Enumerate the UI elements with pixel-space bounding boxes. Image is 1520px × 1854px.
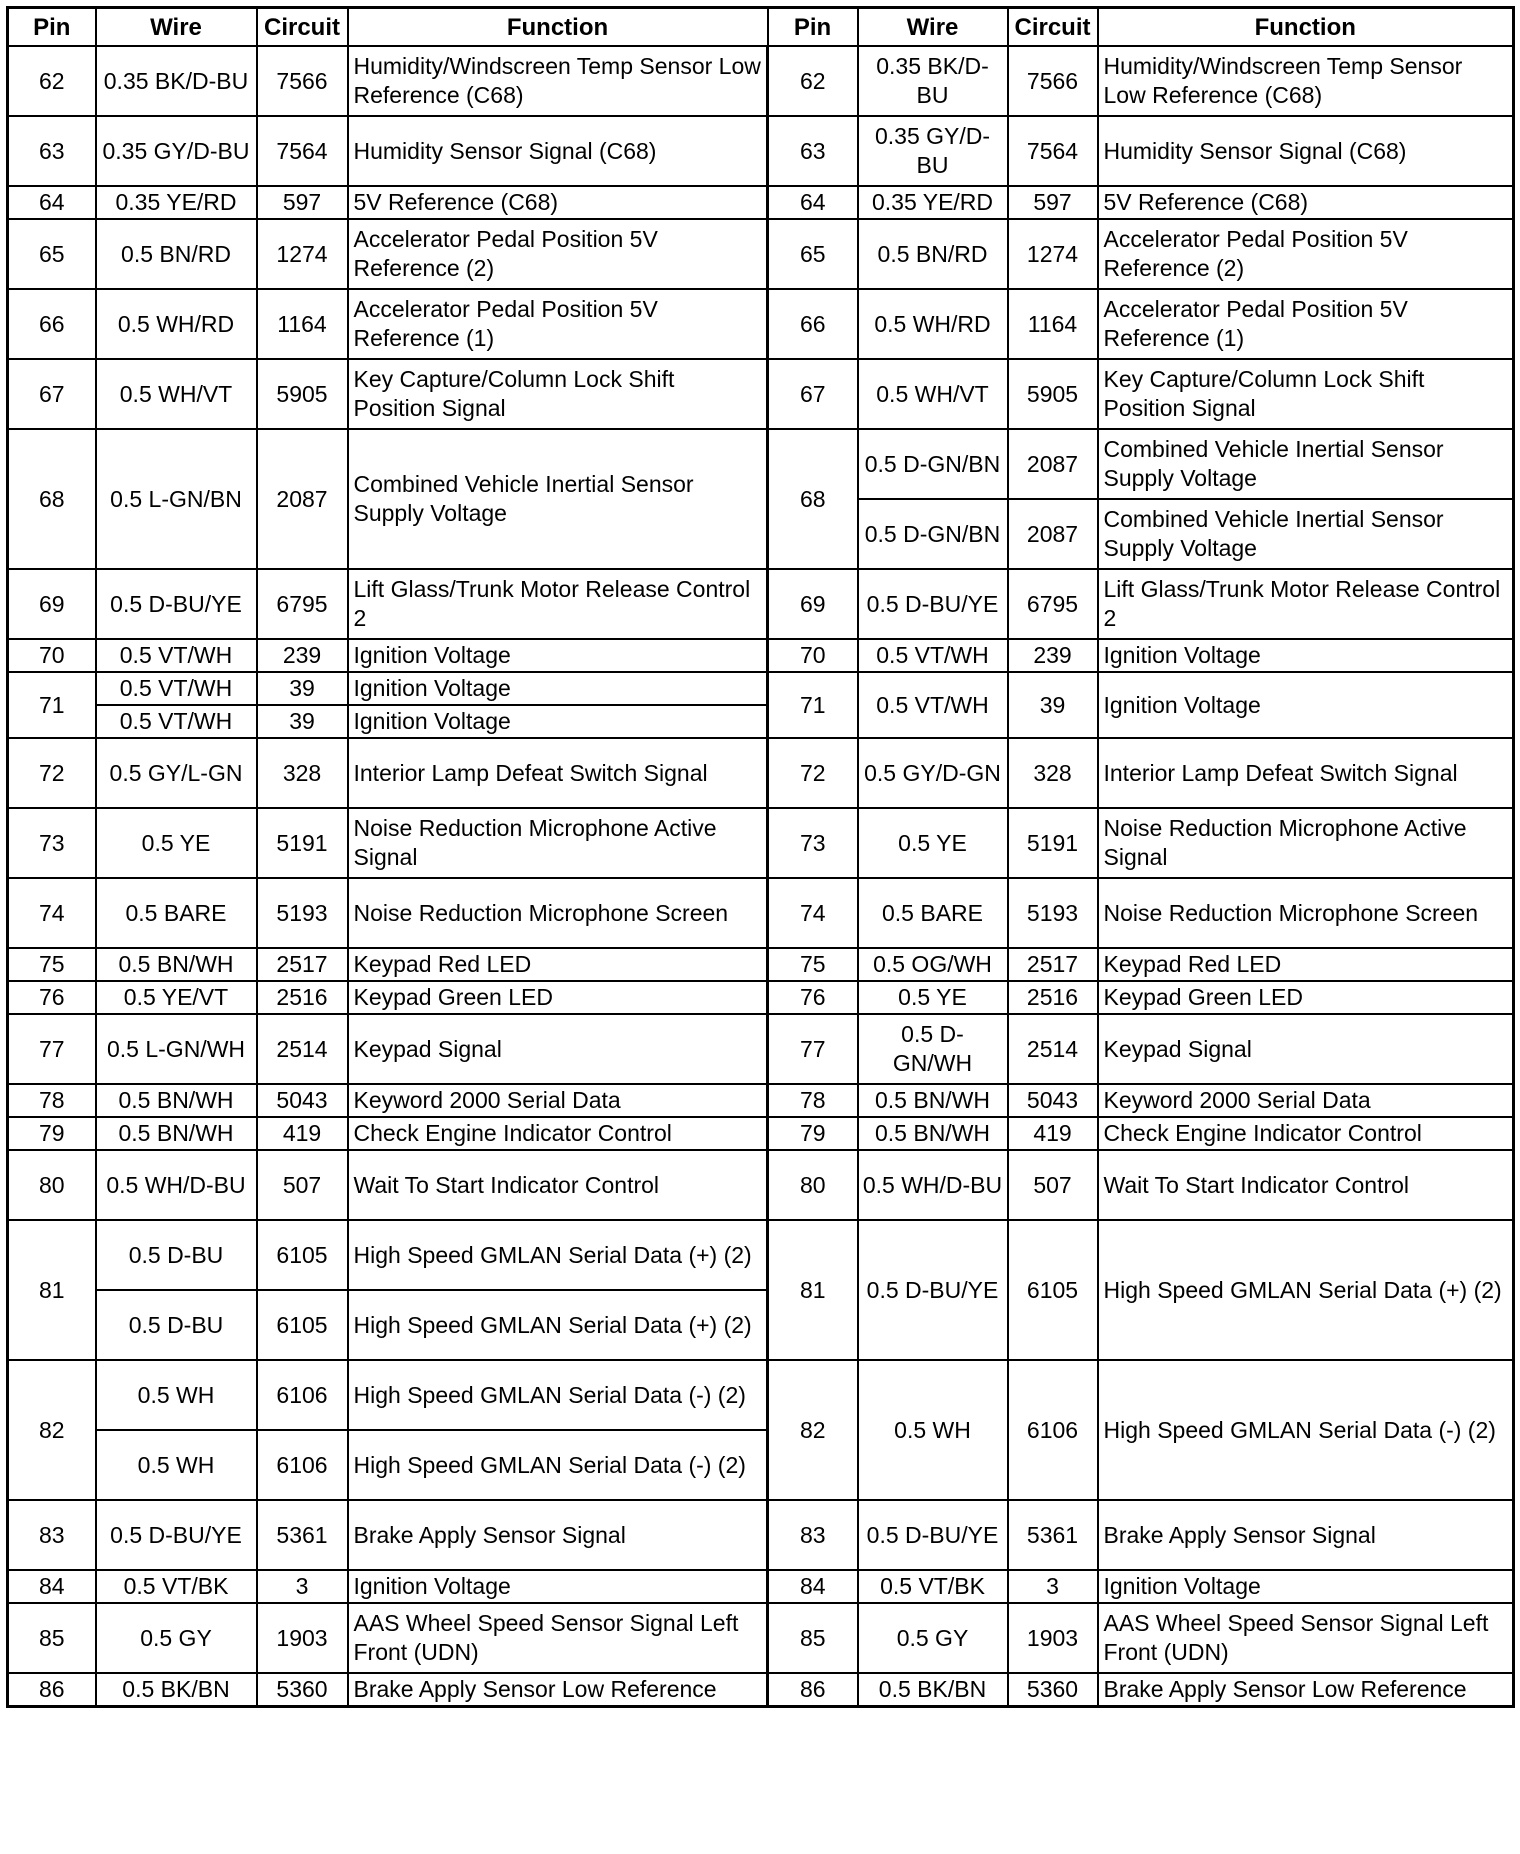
pin-right: 75 — [768, 948, 858, 981]
pin-right: 63 — [768, 116, 858, 186]
pin-left: 67 — [8, 359, 96, 429]
table-row-pin-85 — [8, 1603, 1514, 1673]
function-right: Humidity Sensor Signal (C68) — [1098, 116, 1514, 186]
table-row-pin-63 — [8, 116, 1514, 186]
wire-right: 0.5 D-GN/BN — [858, 499, 1008, 569]
wire-left: 0.5 L-GN/WH — [96, 1014, 257, 1084]
header-circuit-right: Circuit — [1008, 8, 1098, 47]
wire-right: 0.5 BN/WH — [858, 1117, 1008, 1150]
pin-right: 81 — [768, 1220, 858, 1360]
function-right: High Speed GMLAN Serial Data (+) (2) — [1098, 1220, 1514, 1360]
circuit-right: 1164 — [1008, 289, 1098, 359]
function-left: Keyword 2000 Serial Data — [348, 1084, 768, 1117]
function-right: Noise Reduction Microphone Screen — [1098, 878, 1514, 948]
circuit-right: 5191 — [1008, 808, 1098, 878]
table-row-pin-83 — [8, 1500, 1514, 1570]
circuit-right: 507 — [1008, 1150, 1098, 1220]
function-right: 5V Reference (C68) — [1098, 186, 1514, 219]
function-left: Humidity/Windscreen Temp Sensor Low Reference (C68) — [348, 46, 768, 116]
table-row-pin-84 — [8, 1570, 1514, 1603]
function-right: Keypad Red LED — [1098, 948, 1514, 981]
table-row-pin-68 — [8, 429, 1514, 499]
wire-left: 0.5 BN/WH — [96, 948, 257, 981]
table-row-pin-81 — [8, 1220, 1514, 1290]
wire-left: 0.5 D-BU/YE — [96, 1500, 257, 1570]
circuit-left: 2517 — [257, 948, 348, 981]
function-left: Combined Vehicle Inertial Sensor Supply Voltage — [348, 429, 768, 569]
circuit-left: 6105 — [257, 1290, 348, 1360]
table-row-pin-62 — [8, 46, 1514, 116]
circuit-left: 2514 — [257, 1014, 348, 1084]
circuit-left: 328 — [257, 738, 348, 808]
wire-left: 0.5 BK/BN — [96, 1673, 257, 1707]
circuit-left: 3 — [257, 1570, 348, 1603]
wire-left: 0.5 BN/WH — [96, 1117, 257, 1150]
function-left: 5V Reference (C68) — [348, 186, 768, 219]
circuit-right: 6795 — [1008, 569, 1098, 639]
circuit-right: 1274 — [1008, 219, 1098, 289]
wire-right: 0.5 BN/RD — [858, 219, 1008, 289]
wire-right: 0.5 D-GN/BN — [858, 429, 1008, 499]
table-row-pin-72 — [8, 738, 1514, 808]
function-left: High Speed GMLAN Serial Data (+) (2) — [348, 1290, 768, 1360]
wire-right: 0.5 YE — [858, 808, 1008, 878]
function-left: Ignition Voltage — [348, 1570, 768, 1603]
circuit-left: 419 — [257, 1117, 348, 1150]
wire-right: 0.5 BARE — [858, 878, 1008, 948]
wire-left: 0.5 YE/VT — [96, 981, 257, 1014]
pin-right: 69 — [768, 569, 858, 639]
wire-right: 0.5 OG/WH — [858, 948, 1008, 981]
circuit-right: 5905 — [1008, 359, 1098, 429]
wire-right: 0.35 YE/RD — [858, 186, 1008, 219]
circuit-left: 1903 — [257, 1603, 348, 1673]
circuit-right: 2516 — [1008, 981, 1098, 1014]
circuit-left: 7566 — [257, 46, 348, 116]
pin-right: 62 — [768, 46, 858, 116]
wire-left: 0.5 WH/VT — [96, 359, 257, 429]
function-left: Humidity Sensor Signal (C68) — [348, 116, 768, 186]
table-row-pin-70 — [8, 639, 1514, 672]
function-right: Accelerator Pedal Position 5V Reference (2) — [1098, 219, 1514, 289]
table-row-pin-80 — [8, 1150, 1514, 1220]
header-function-left: Function — [348, 8, 768, 47]
header-wire-left: Wire — [96, 8, 257, 47]
table-row-pin-86 — [8, 1673, 1514, 1707]
function-right: Brake Apply Sensor Signal — [1098, 1500, 1514, 1570]
pin-right: 73 — [768, 808, 858, 878]
header-function-right: Function — [1098, 8, 1514, 47]
wire-left: 0.35 GY/D-BU — [96, 116, 257, 186]
pin-right: 85 — [768, 1603, 858, 1673]
function-left: Brake Apply Sensor Signal — [348, 1500, 768, 1570]
pin-left: 72 — [8, 738, 96, 808]
function-left: AAS Wheel Speed Sensor Signal Left Front (UDN) — [348, 1603, 768, 1673]
wire-left: 0.5 BN/WH — [96, 1084, 257, 1117]
header-wire-right: Wire — [858, 8, 1008, 47]
pin-right: 67 — [768, 359, 858, 429]
wire-right: 0.5 WH — [858, 1360, 1008, 1500]
circuit-right: 6105 — [1008, 1220, 1098, 1360]
pin-right: 86 — [768, 1673, 858, 1707]
pin-left: 73 — [8, 808, 96, 878]
function-right: Humidity/Windscreen Temp Sensor Low Reference (C68) — [1098, 46, 1514, 116]
pin-left: 77 — [8, 1014, 96, 1084]
pin-right: 84 — [768, 1570, 858, 1603]
function-left: Brake Apply Sensor Low Reference — [348, 1673, 768, 1707]
circuit-right: 2517 — [1008, 948, 1098, 981]
table-row-pin-64 — [8, 186, 1514, 219]
pin-left: 79 — [8, 1117, 96, 1150]
circuit-left: 2087 — [257, 429, 348, 569]
function-right: Ignition Voltage — [1098, 639, 1514, 672]
circuit-left: 5361 — [257, 1500, 348, 1570]
wire-left: 0.35 BK/D-BU — [96, 46, 257, 116]
circuit-left: 6106 — [257, 1360, 348, 1430]
function-left: Noise Reduction Microphone Active Signal — [348, 808, 768, 878]
wire-right: 0.5 BK/BN — [858, 1673, 1008, 1707]
table-row-pin-66 — [8, 289, 1514, 359]
circuit-left: 2516 — [257, 981, 348, 1014]
header-pin-left: Pin — [8, 8, 96, 47]
wire-left: 0.5 VT/WH — [96, 672, 257, 705]
circuit-right: 239 — [1008, 639, 1098, 672]
function-right: Keyword 2000 Serial Data — [1098, 1084, 1514, 1117]
function-right: Check Engine Indicator Control — [1098, 1117, 1514, 1150]
pin-left: 68 — [8, 429, 96, 569]
wire-left: 0.5 D-BU — [96, 1290, 257, 1360]
connector-pinout-table — [6, 6, 1515, 1708]
wire-right: 0.5 WH/D-BU — [858, 1150, 1008, 1220]
circuit-left: 239 — [257, 639, 348, 672]
pin-left: 64 — [8, 186, 96, 219]
pin-right: 77 — [768, 1014, 858, 1084]
function-right: Ignition Voltage — [1098, 1570, 1514, 1603]
pin-left: 80 — [8, 1150, 96, 1220]
pin-right: 83 — [768, 1500, 858, 1570]
circuit-left: 6795 — [257, 569, 348, 639]
circuit-right: 5193 — [1008, 878, 1098, 948]
wire-left: 0.35 YE/RD — [96, 186, 257, 219]
function-left: High Speed GMLAN Serial Data (+) (2) — [348, 1220, 768, 1290]
wire-right: 0.5 D-BU/YE — [858, 1220, 1008, 1360]
circuit-left: 39 — [257, 672, 348, 705]
function-left: Keypad Signal — [348, 1014, 768, 1084]
wire-left: 0.5 GY — [96, 1603, 257, 1673]
circuit-right: 6106 — [1008, 1360, 1098, 1500]
pin-right: 80 — [768, 1150, 858, 1220]
pin-left: 65 — [8, 219, 96, 289]
circuit-right: 39 — [1008, 672, 1098, 738]
pin-right: 64 — [768, 186, 858, 219]
pin-left: 66 — [8, 289, 96, 359]
wire-left: 0.5 WH/RD — [96, 289, 257, 359]
wire-right: 0.5 D-BU/YE — [858, 569, 1008, 639]
function-left: Key Capture/Column Lock Shift Position Signal — [348, 359, 768, 429]
circuit-right: 2514 — [1008, 1014, 1098, 1084]
wire-left: 0.5 D-BU/YE — [96, 569, 257, 639]
function-left: Accelerator Pedal Position 5V Reference (2) — [348, 219, 768, 289]
wire-right: 0.5 GY/D-GN — [858, 738, 1008, 808]
circuit-right: 5361 — [1008, 1500, 1098, 1570]
function-right: Accelerator Pedal Position 5V Reference (1) — [1098, 289, 1514, 359]
table-row-pin-69 — [8, 569, 1514, 639]
function-right: Wait To Start Indicator Control — [1098, 1150, 1514, 1220]
wire-right: 0.35 GY/D-BU — [858, 116, 1008, 186]
pin-right: 78 — [768, 1084, 858, 1117]
wire-left: 0.5 L-GN/BN — [96, 429, 257, 569]
wire-right: 0.5 VT/BK — [858, 1570, 1008, 1603]
function-right: High Speed GMLAN Serial Data (-) (2) — [1098, 1360, 1514, 1500]
pin-right: 65 — [768, 219, 858, 289]
header-row — [8, 8, 1514, 47]
function-right: Lift Glass/Trunk Motor Release Control 2 — [1098, 569, 1514, 639]
function-right: Noise Reduction Microphone Active Signal — [1098, 808, 1514, 878]
circuit-left: 5193 — [257, 878, 348, 948]
circuit-left: 1164 — [257, 289, 348, 359]
wire-left: 0.5 BARE — [96, 878, 257, 948]
circuit-left: 39 — [257, 705, 348, 738]
function-right: Key Capture/Column Lock Shift Position Signal — [1098, 359, 1514, 429]
wire-right: 0.5 WH/VT — [858, 359, 1008, 429]
function-right: Keypad Green LED — [1098, 981, 1514, 1014]
pin-left: 75 — [8, 948, 96, 981]
pin-left: 85 — [8, 1603, 96, 1673]
pin-left: 62 — [8, 46, 96, 116]
connector-pinout-table-container — [6, 6, 1512, 1708]
wire-right: 0.5 D-BU/YE — [858, 1500, 1008, 1570]
circuit-left: 5905 — [257, 359, 348, 429]
circuit-right: 7564 — [1008, 116, 1098, 186]
table-row-pin-67 — [8, 359, 1514, 429]
wire-left: 0.5 VT/BK — [96, 1570, 257, 1603]
wire-right: 0.5 D-GN/WH — [858, 1014, 1008, 1084]
wire-right: 0.5 VT/WH — [858, 672, 1008, 738]
function-right: Combined Vehicle Inertial Sensor Supply Voltage — [1098, 429, 1514, 499]
function-right: Ignition Voltage — [1098, 672, 1514, 738]
wire-left: 0.5 WH — [96, 1360, 257, 1430]
wire-right: 0.5 WH/RD — [858, 289, 1008, 359]
circuit-left: 5043 — [257, 1084, 348, 1117]
header-circuit-left: Circuit — [257, 8, 348, 47]
pin-right: 66 — [768, 289, 858, 359]
circuit-left: 6106 — [257, 1430, 348, 1500]
circuit-right: 597 — [1008, 186, 1098, 219]
circuit-right: 5360 — [1008, 1673, 1098, 1707]
wire-left: 0.5 WH/D-BU — [96, 1150, 257, 1220]
function-left: Keypad Green LED — [348, 981, 768, 1014]
function-left: Interior Lamp Defeat Switch Signal — [348, 738, 768, 808]
wire-right: 0.5 VT/WH — [858, 639, 1008, 672]
wire-right: 0.5 YE — [858, 981, 1008, 1014]
wire-left: 0.5 D-BU — [96, 1220, 257, 1290]
pin-right: 68 — [768, 429, 858, 569]
wire-left: 0.5 VT/WH — [96, 705, 257, 738]
function-right: AAS Wheel Speed Sensor Signal Left Front (UDN) — [1098, 1603, 1514, 1673]
pin-left: 83 — [8, 1500, 96, 1570]
wire-right: 0.5 BN/WH — [858, 1084, 1008, 1117]
circuit-left: 1274 — [257, 219, 348, 289]
pin-left: 63 — [8, 116, 96, 186]
circuit-right: 7566 — [1008, 46, 1098, 116]
function-right: Combined Vehicle Inertial Sensor Supply Voltage — [1098, 499, 1514, 569]
pin-left: 70 — [8, 639, 96, 672]
pin-left: 69 — [8, 569, 96, 639]
function-right: Keypad Signal — [1098, 1014, 1514, 1084]
function-left: Keypad Red LED — [348, 948, 768, 981]
table-row-pin-65 — [8, 219, 1514, 289]
function-left: Wait To Start Indicator Control — [348, 1150, 768, 1220]
function-left: High Speed GMLAN Serial Data (-) (2) — [348, 1430, 768, 1500]
pin-right: 70 — [768, 639, 858, 672]
wire-right: 0.35 BK/D-BU — [858, 46, 1008, 116]
pin-right: 79 — [768, 1117, 858, 1150]
header-pin-right: Pin — [768, 8, 858, 47]
function-left: Check Engine Indicator Control — [348, 1117, 768, 1150]
wire-left: 0.5 VT/WH — [96, 639, 257, 672]
pin-left: 84 — [8, 1570, 96, 1603]
table-row-pin-79 — [8, 1117, 1514, 1150]
wire-left: 0.5 WH — [96, 1430, 257, 1500]
circuit-left: 5191 — [257, 808, 348, 878]
circuit-right: 1903 — [1008, 1603, 1098, 1673]
circuit-left: 7564 — [257, 116, 348, 186]
table-row-pin-75 — [8, 948, 1514, 981]
table-row-pin-71 — [8, 672, 1514, 705]
pin-right: 76 — [768, 981, 858, 1014]
table-row-pin-73 — [8, 808, 1514, 878]
circuit-right: 3 — [1008, 1570, 1098, 1603]
table-row-pin-74 — [8, 878, 1514, 948]
function-left: Lift Glass/Trunk Motor Release Control 2 — [348, 569, 768, 639]
pin-left: 82 — [8, 1360, 96, 1500]
table-row-pin-77 — [8, 1014, 1514, 1084]
function-right: Brake Apply Sensor Low Reference — [1098, 1673, 1514, 1707]
circuit-left: 597 — [257, 186, 348, 219]
function-right: Interior Lamp Defeat Switch Signal — [1098, 738, 1514, 808]
circuit-left: 5360 — [257, 1673, 348, 1707]
pin-left: 86 — [8, 1673, 96, 1707]
table-row-pin-78 — [8, 1084, 1514, 1117]
table-row-pin-76 — [8, 981, 1514, 1014]
pin-left: 74 — [8, 878, 96, 948]
function-left: Ignition Voltage — [348, 672, 768, 705]
circuit-left: 6105 — [257, 1220, 348, 1290]
wire-left: 0.5 YE — [96, 808, 257, 878]
circuit-right: 2087 — [1008, 499, 1098, 569]
circuit-right: 2087 — [1008, 429, 1098, 499]
pin-left: 71 — [8, 672, 96, 738]
pin-left: 81 — [8, 1220, 96, 1360]
circuit-right: 419 — [1008, 1117, 1098, 1150]
circuit-left: 507 — [257, 1150, 348, 1220]
pin-right: 71 — [768, 672, 858, 738]
function-left: High Speed GMLAN Serial Data (-) (2) — [348, 1360, 768, 1430]
pin-right: 72 — [768, 738, 858, 808]
function-left: Ignition Voltage — [348, 639, 768, 672]
function-left: Accelerator Pedal Position 5V Reference (1) — [348, 289, 768, 359]
pin-right: 74 — [768, 878, 858, 948]
circuit-right: 328 — [1008, 738, 1098, 808]
table-row-pin-82 — [8, 1360, 1514, 1430]
function-left: Noise Reduction Microphone Screen — [348, 878, 768, 948]
circuit-right: 5043 — [1008, 1084, 1098, 1117]
function-left: Ignition Voltage — [348, 705, 768, 738]
pin-right: 82 — [768, 1360, 858, 1500]
pin-left: 78 — [8, 1084, 96, 1117]
wire-left: 0.5 GY/L-GN — [96, 738, 257, 808]
wire-right: 0.5 GY — [858, 1603, 1008, 1673]
wire-left: 0.5 BN/RD — [96, 219, 257, 289]
pin-left: 76 — [8, 981, 96, 1014]
